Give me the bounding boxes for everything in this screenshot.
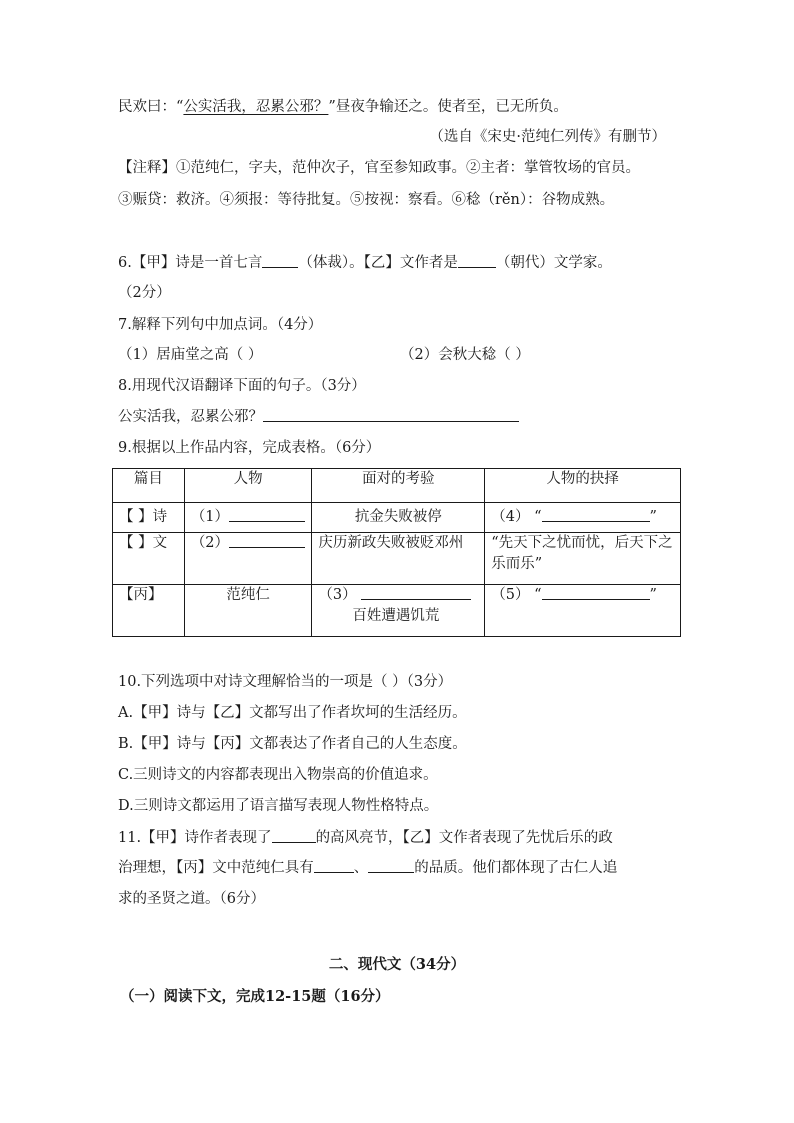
row1-test: 抗金失败被停	[312, 503, 485, 533]
row1-person: （1）	[184, 503, 312, 533]
option-b[interactable]: B.【甲】诗与【丙】文都表达了作者自己的人生态度。	[118, 736, 467, 752]
answer-blank[interactable]	[314, 858, 354, 873]
row3-title: 【丙】	[113, 585, 185, 637]
table-header-row	[113, 469, 681, 503]
question-11-line-1: 11.【甲】诗作者表现了 的高风亮节，【乙】文作者表现了先忧后乐的政	[118, 830, 613, 846]
header-person: 人物	[184, 469, 312, 503]
question-6-score: （2分）	[118, 285, 171, 301]
row3-choice: （5） “ ”	[485, 585, 681, 637]
question-7-item-1: （1）居庙堂之高（ ）	[118, 347, 263, 363]
row3-test: （3） 百姓遭遇饥荒	[312, 585, 485, 637]
section-subtitle: （一）阅读下文，完成12-15题（16分）	[120, 988, 390, 1005]
option-c[interactable]: C.三则诗文的内容都表现出入物崇高的价值追求。	[118, 767, 438, 783]
header-choice: 人物的抉择	[485, 469, 681, 503]
option-a[interactable]: A.【甲】诗与【乙】文都写出了作者坎坷的生活经历。	[118, 705, 467, 721]
underlined-quote: 公实活我，忍累公邪？	[183, 99, 329, 115]
answer-blank[interactable]	[361, 585, 471, 600]
question-11-line-2: 治理想，【丙】文中范纯仁具有 、 的品质。他们都体现了古仁人追	[118, 860, 618, 876]
answer-blank[interactable]	[229, 533, 305, 548]
row3-person: 范纯仁	[184, 585, 312, 637]
question-11-line-3: 求的圣贤之道。（6分）	[118, 891, 265, 907]
passage-line-1: 民欢曰：“公实活我，忍累公邪？”昼夜争输还之。使者至，已无所负。	[118, 99, 568, 115]
translation-blank[interactable]	[263, 407, 519, 422]
row2-test: 庆历新政失败被贬邓州	[312, 533, 485, 585]
row1-choice: （4） “ ”	[485, 503, 681, 533]
question-9-stem: 9.根据以上作品内容，完成表格。（6分）	[118, 440, 381, 456]
question-8-sentence: 公实活我，忍累公邪？	[118, 407, 519, 427]
row2-person: （2）	[184, 533, 312, 585]
table-row	[113, 503, 681, 533]
question-7-item-2: （2）会秋大稔（ ）	[400, 347, 530, 363]
row2-choice: “先天下之忧而忧，后天下之乐而乐”	[485, 533, 681, 585]
row2-title: 【 】文	[113, 533, 185, 585]
section-title: 二、现代文（34分）	[328, 956, 466, 973]
option-d[interactable]: D.三则诗文都运用了语言描写表现人物性格特点。	[118, 798, 439, 814]
header-title: 篇目	[113, 469, 185, 503]
answer-blank[interactable]	[272, 828, 316, 843]
answer-blank[interactable]	[262, 253, 298, 268]
answer-blank[interactable]	[458, 253, 496, 268]
passage-source: （选自《宋史·范纯仁列传》有删节）	[429, 129, 666, 145]
question-10-stem: 10.下列选项中对诗文理解恰当的一项是（ ）（3分）	[118, 674, 453, 690]
answer-table	[112, 468, 681, 637]
question-6: 6.【甲】诗是一首七言 （体裁）。【乙】文作者是 （朝代）文学家。	[118, 255, 612, 271]
answer-blank[interactable]	[368, 858, 414, 873]
answer-blank[interactable]	[229, 507, 305, 522]
row1-title: 【 】诗	[113, 503, 185, 533]
answer-blank[interactable]	[542, 585, 650, 600]
answer-blank[interactable]	[542, 507, 650, 522]
question-7-stem: 7.解释下列句中加点词。（4分）	[118, 317, 323, 333]
table-row	[113, 585, 681, 637]
question-8-stem: 8.用现代汉语翻译下面的句子。（3分）	[118, 378, 366, 394]
header-test: 面对的考验	[312, 469, 485, 503]
note-line-2: ③赈贷：救济。④须报：等待批复。⑤按视：察看。⑥稔（rěn）：谷物成熟。	[118, 192, 615, 208]
table-row	[113, 533, 681, 585]
note-line-1: 【注释】①范纯仁，字夫，范仲次子，官至参知政事。②主者：掌管牧场的官员。	[118, 160, 640, 176]
